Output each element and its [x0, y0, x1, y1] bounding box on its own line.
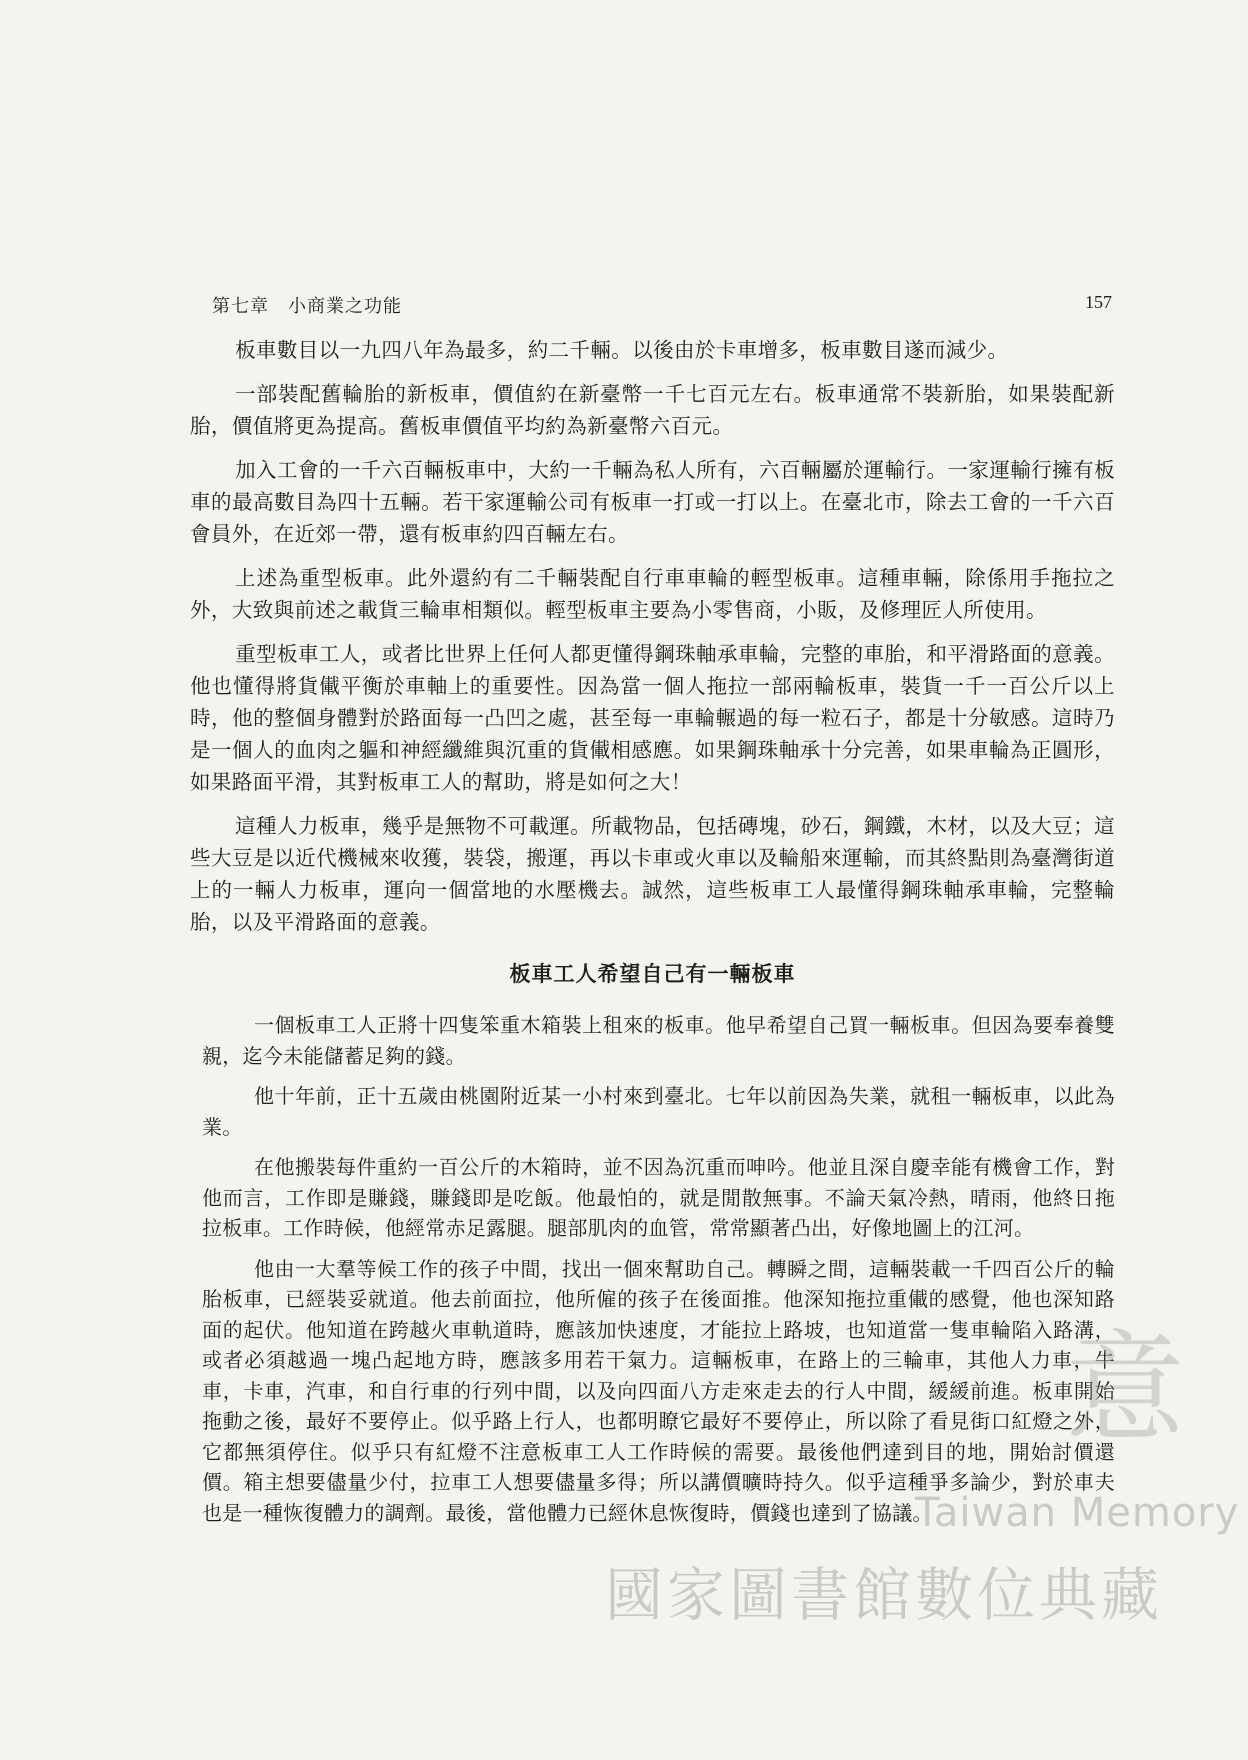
section-heading: 板車工人希望自己有一輛板車 — [509, 962, 796, 986]
paragraph: 他十年前，正十五歲由桃園附近某一小村來到臺北。七年以前因為失業，就租一輛板車，以此為業。 — [202, 1084, 1115, 1139]
main-text — [190, 334, 1115, 1538]
paragraph: 一部裝配舊輪胎的新板車，價值約在新臺幣一千七百元左右。板車通常不裝新胎，如果裝配新胎，價值將更為提高。舊板車價值平均約為新臺幣六百元。 — [190, 382, 1115, 438]
page-number: 157 — [1085, 292, 1112, 312]
paragraph: 他由一大羣等候工作的孩子中間，找出一個來幫助自己。轉瞬之間，這輛裝載一千四百公斤的輪胎板車，已經裝妥就道。他去前面拉，他所僱的孩子在後面推。他深知拖拉重儎的感覺，他也深知路面的起伏。他知道在跨越火車軌道時，應該加快速度，才能拉上路坡，也知道當一隻車輪陷入路溝，或者必須越過一塊凸起地方時，應該多用若干氣力。這輛板車，在路上的三輪車，其他人力車，牛車，卡車，汽車，和自行車的行列中間，以及向四面八方走來走去的行人中間，緩緩前進。板車開始拖動之後，最好不要停止。似乎路上行人，也都明瞭它最好不要停止，所以除了看見街口紅燈之外，它都無須停住。似乎只有紅燈不注意板車工人工作時候的需要。最後他們達到目的地，開始討價還價。箱主想要儘量少付，拉車工人想要儘量多得；所以講價曠時持久。似乎這種爭多論少，對於車夫也是一種恢復體力的調劑。最後，當他體力已經休息恢復時，價錢也達到了協議。 — [202, 1256, 1115, 1525]
paragraph: 板車數目以一九四八年為最多，約二千輛。以後由於卡車增多，板車數目遂而減少。 — [235, 338, 1009, 362]
chapter-title: 第七章 小商業之功能 — [212, 296, 402, 317]
paragraph: 重型板車工人，或者比世界上任何人都更懂得鋼珠軸承車輪，完整的車胎，和平滑路面的意義。他也懂得將貨儎平衡於車軸上的重要性。因為當一個人拖拉一部兩輪板車，裝貨一千一百公斤以上時，他的整個身體對於路面每一凸凹之處，甚至每一車輪輾過的每一粒石子，都是十分敏感。這時乃是一個人的血肉之軀和神經纖維與沉重的貨儎相感應。如果鋼珠軸承十分完善，如果車輪為正圓形，如果路面平滑，其對板車工人的幫助，將是如何之大！ — [190, 642, 1115, 794]
library-seal-watermark — [1050, 1310, 1200, 1460]
watermark-english: Taiwan Memory — [915, 1490, 1240, 1536]
paragraph: 在他搬裝每件重約一百公斤的木箱時，並不因為沉重而呻吟。他並且深自慶幸能有機會工作，對他而言，工作即是賺錢，賺錢即是吃飯。他最怕的，就是閒散無事。不論天氣冷熱，晴雨，他終日拖拉板車。工作時候，他經常赤足露腿。腿部肌肉的血管，常常顯著凸出，好像地圖上的江河。 — [202, 1155, 1115, 1240]
paragraph: 這種人力板車，幾乎是無物不可載運。所載物品，包括磚塊，砂石，鋼鐵，木材，以及大豆；這些大豆是以近代機械來收獲，裝袋，搬運，再以卡車或火車以及輪船來運輸，而其終點則為臺灣街道上的一輛人力板車，運向一個當地的水壓機去。誠然，這些板車工人最懂得鋼珠軸承車輪，完整輪胎，以及平滑路面的意義。 — [190, 814, 1115, 934]
seal-char: 意 — [1065, 1320, 1185, 1459]
running-header — [212, 292, 1112, 322]
paragraph: 上述為重型板車。此外還約有二千輛裝配自行車車輪的輕型板車。這種車輛，除係用手拖拉之外，大致與前述之載貨三輪車相類似。輕型板車主要為小零售商，小販，及修理匠人所使用。 — [190, 566, 1115, 622]
watermark-chinese: 國家圖書館數位典藏 — [605, 1561, 1164, 1629]
paragraph: 一個板車工人正將十四隻笨重木箱裝上租來的板車。他早希望自己買一輛板車。但因為要奉養雙親，迄今未能儲蓄足夠的錢。 — [202, 1013, 1115, 1068]
paragraph: 加入工會的一千六百輛板車中，大約一千輛為私人所有，六百輛屬於運輸行。一家運輸行擁有板車的最高數目為四十五輛。若干家運輸公司有板車一打或一打以上。在臺北市，除去工會的一千六百會員外，在近郊一帶，還有板車約四百輛左右。 — [190, 458, 1115, 546]
